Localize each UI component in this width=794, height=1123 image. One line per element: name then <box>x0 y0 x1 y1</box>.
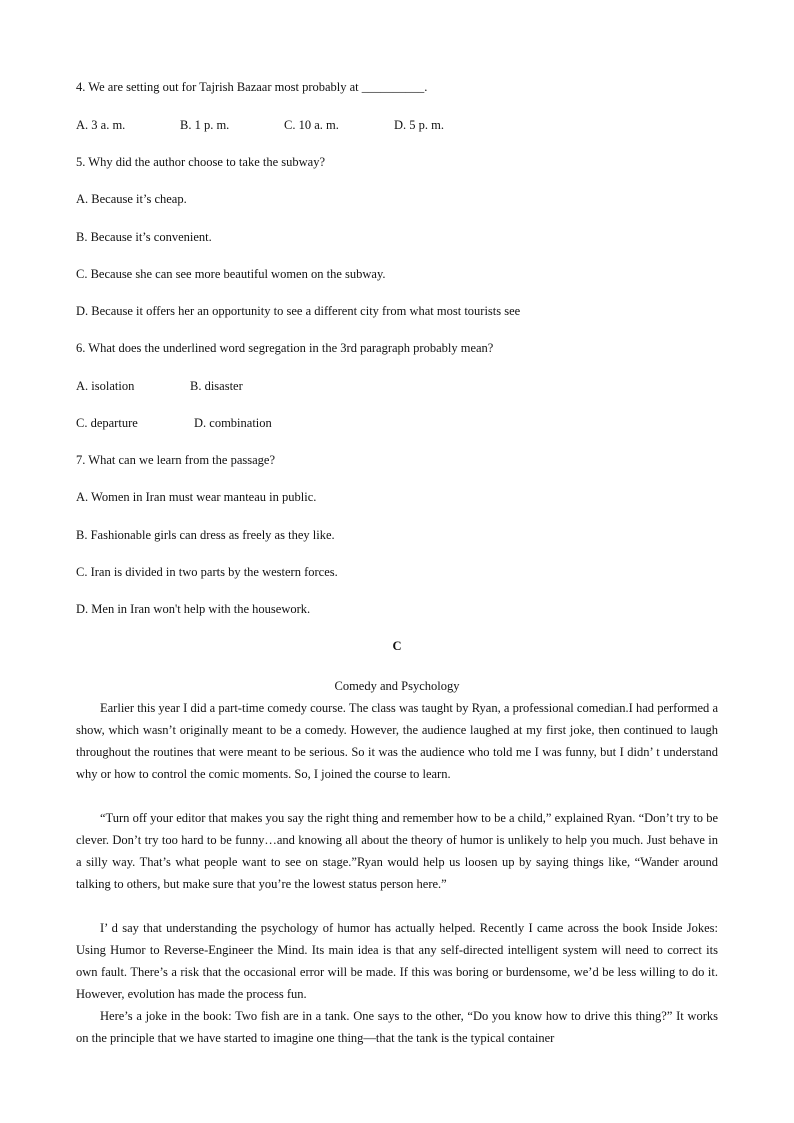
question-5-stem: 5. Why did the author choose to take the subway? <box>76 155 326 169</box>
question-7-stem: 7. What can we learn from the passage? <box>76 453 275 467</box>
question-4-option-b: B. 1 p. m. <box>180 118 230 132</box>
question-7-option-b: B. Fashionable girls can dress as freely as they like. <box>76 528 335 542</box>
question-6-stem: 6. What does the underlined word segregation in the 3rd paragraph probably mean? <box>76 341 494 355</box>
question-7-option-d: D. Men in Iran won't help with the housework. <box>76 602 311 616</box>
passage-paragraph-3: I’ d say that understanding the psychology of humor has actually helped. Recently I came across the book Inside Jokes: Using Humor to Reverse-Engineer the Mind. Its main idea is that any self-directed intelligent system will need to correct its own fault. There’s a risk that the occasional error will be made. If this was boring or burdensome, we’d be less willing to do it. However, evolution has made the process fun. <box>76 921 718 1001</box>
question-6-option-a: A. isolation <box>76 379 135 393</box>
question-6-option-c: C. departure <box>76 416 138 430</box>
question-5-option-c: C. Because she can see more beautiful women on the subway. <box>76 267 386 281</box>
question-4-option-c: C. 10 a. m. <box>284 118 339 132</box>
question-4-option-a: A. 3 a. m. <box>76 118 126 132</box>
question-7-option-c: C. Iran is divided in two parts by the western forces. <box>76 565 338 579</box>
passage-paragraph-1: Earlier this year I did a part-time comedy course. The class was taught by Ryan, a professional comedian.I had performed a show, which wasn’t originally meant to be a comedy. However, the audience laughed at my first joke, then continued to laugh throughout the routines that were meant to be serious. So it was the audience who told me I was funny, but I didn’ t understand why or how to control the comic moments. So, I joined the course to learn. <box>76 701 718 781</box>
question-5-option-b: B. Because it’s convenient. <box>76 230 212 244</box>
question-5-option-d: D. Because it offers her an opportunity to see a different city from what most tourists see <box>76 304 521 318</box>
question-6-option-b: B. disaster <box>190 379 243 393</box>
passage-paragraph-4: Here’s a joke in the book: Two fish are in a tank. One says to the other, “Do you know how to drive this thing?” It works on the principle that we have started to imagine one thing—that the tank is the typical container <box>76 1009 718 1045</box>
question-5-option-a: A. Because it’s cheap. <box>76 192 187 206</box>
question-6-option-d: D. combination <box>194 416 272 430</box>
section-title: Comedy and Psychology <box>334 679 460 693</box>
section-letter: C <box>392 639 402 653</box>
passage-paragraph-2: “Turn off your editor that makes you say the right thing and remember how to be a child,” explained Ryan. “Don’t try to be clever. Don’t try too hard to be funny…and knowing all about the theory of humor is unlikely to help you much. Just behave in a silly way. That’s what people want to see on stage.”Ryan would help us loosen up by saying things like, “Wander around talking to others, but make sure that you’re the lowest status person here.” <box>76 811 718 891</box>
question-4-option-d: D. 5 p. m. <box>394 118 444 132</box>
question-4-stem: 4. We are setting out for Tajrish Bazaar most probably at __________. <box>76 80 428 94</box>
question-7-option-a: A. Women in Iran must wear manteau in public. <box>76 490 317 504</box>
